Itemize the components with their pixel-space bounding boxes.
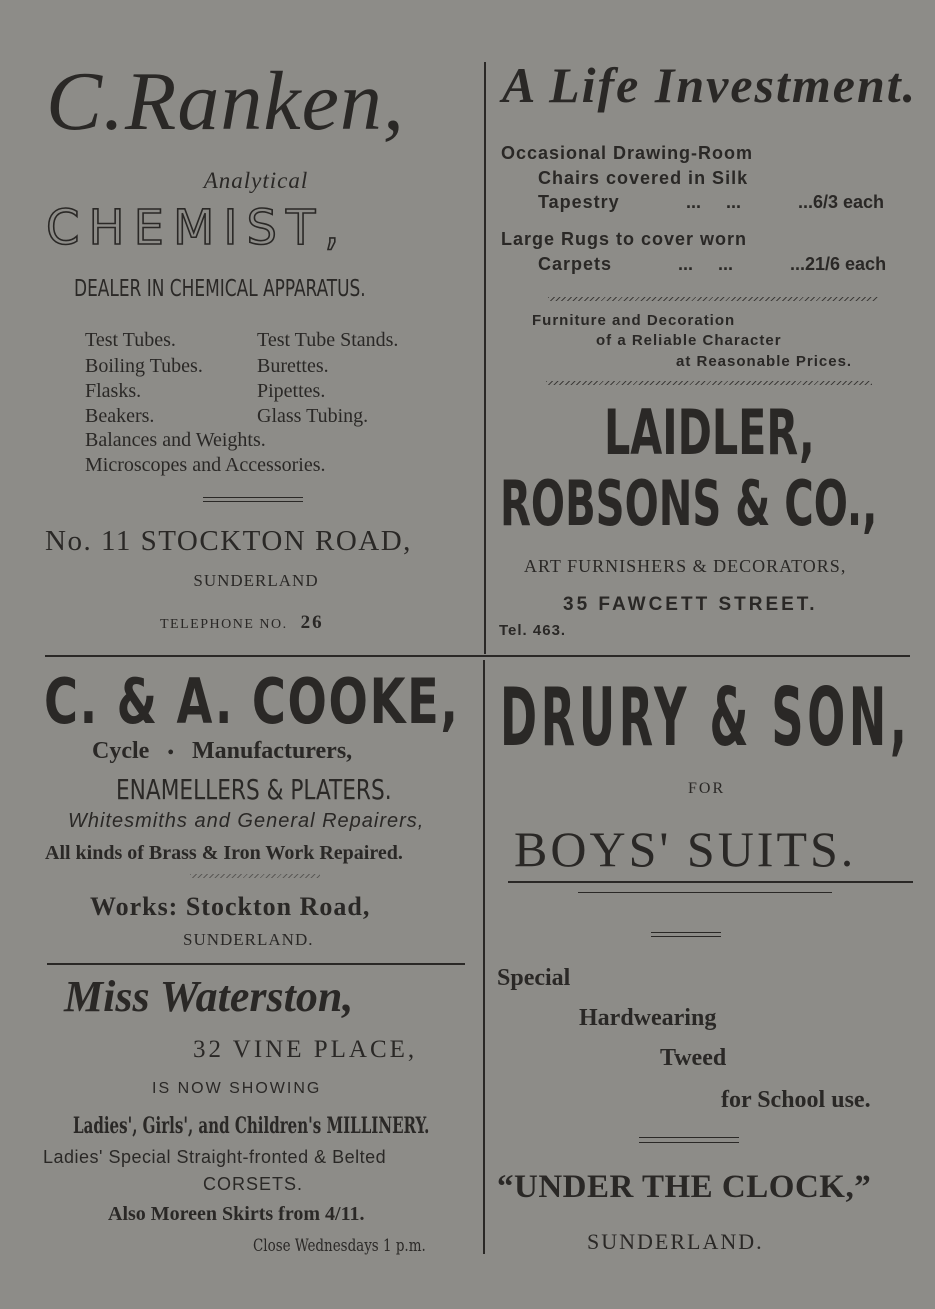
- drury-double-rule: [651, 936, 721, 937]
- cooke-line-1: [92, 738, 352, 765]
- horizontal-divider-middle: [45, 655, 910, 657]
- offer1-line2: Chairs covered in Silk: [538, 168, 749, 188]
- list-item: Flasks.: [85, 380, 142, 402]
- ranken-double-rule: [203, 497, 303, 498]
- waterston-name: Miss Waterston,: [64, 972, 354, 1021]
- list-item: Balances and Weights.: [85, 429, 266, 451]
- list-item: Boiling Tubes.: [85, 355, 203, 377]
- laidler-headline: A Life Investment.: [502, 57, 918, 113]
- laidler-tagline-3: at Reasonable Prices.: [676, 353, 853, 370]
- offer2-line1: Large Rugs to cover worn: [501, 229, 748, 249]
- telephone-label: TELEPHONE NO.: [160, 617, 288, 632]
- drury-school: for School use.: [721, 1087, 871, 1113]
- waterston-special: Ladies' Special Straight-fronted & Belted: [43, 1147, 387, 1167]
- drury-special: Special: [497, 965, 571, 991]
- bullet-separator: ●: [167, 746, 174, 759]
- laidler-tagline-1: Furniture and Decoration: [532, 312, 736, 329]
- drury-double-rule: [639, 1137, 739, 1138]
- waterston-showing: IS NOW SHOWING: [152, 1080, 322, 1097]
- cooke-line-4: All kinds of Brass & Iron Work Repaired.: [45, 842, 403, 864]
- laidler-trade: ART FURNISHERS & DECORATORS,: [524, 556, 847, 576]
- list-item: Pipettes.: [257, 380, 326, 402]
- waterston-millinery: Ladies', Girls', and Children's MILLINERY.: [73, 1113, 430, 1139]
- cooke-line-2: ENAMELLERS & PLATERS.: [116, 773, 392, 806]
- waterston-corsets: CORSETS.: [203, 1174, 304, 1194]
- ranken-telephone: [160, 612, 324, 634]
- offer1-line1: Occasional Drawing-Room: [501, 143, 754, 163]
- laidler-name-2: ROBSONS & CO.,: [500, 467, 878, 540]
- offer2-item: Carpets: [538, 254, 613, 274]
- ranken-double-rule: [203, 501, 303, 502]
- laidler-tagline-2: of a Reliable Character: [596, 332, 782, 349]
- offer2-dots: ... ...: [678, 254, 734, 274]
- drury-product: BOYS' SUITS.: [514, 821, 857, 877]
- drury-for: FOR: [688, 780, 726, 797]
- cooke-cycle: Cycle: [92, 738, 150, 764]
- waterston-close: Close Wednesdays 1 p.m.: [253, 1236, 426, 1256]
- cooke-town: SUNDERLAND.: [183, 930, 314, 949]
- ranken-subtitle: Analytical: [203, 168, 309, 193]
- offer1-dots: ... ...: [686, 192, 742, 212]
- drury-product-rule: [508, 881, 913, 883]
- waterston-address: 32 VINE PLACE,: [193, 1036, 418, 1063]
- cooke-wavy-rule: [190, 874, 320, 878]
- ranken-town: SUNDERLAND: [193, 571, 319, 590]
- drury-double-rule: [639, 1142, 739, 1143]
- laidler-tel: Tel. 463.: [499, 622, 567, 639]
- laidler-name-1: LAIDLER,: [604, 396, 815, 469]
- list-item: Burettes.: [257, 355, 329, 377]
- laidler-wavy-rule: [546, 381, 872, 385]
- laidler-wavy-rule: [548, 297, 878, 301]
- ranken-profession: CHEMIST,: [46, 200, 349, 256]
- list-item: Glass Tubing.: [257, 405, 369, 427]
- offer1-item: Tapestry: [538, 192, 620, 212]
- cooke-bottom-rule: [47, 963, 465, 965]
- drury-tweed: Tweed: [660, 1045, 727, 1071]
- cooke-works: Works: Stockton Road,: [90, 892, 371, 921]
- list-item: Test Tubes.: [85, 329, 176, 351]
- drury-product-rule: [578, 892, 832, 893]
- drury-hardwearing: Hardwearing: [579, 1005, 717, 1031]
- list-item: Beakers.: [85, 405, 155, 427]
- cooke-name: C. & A. COOKE,: [44, 665, 460, 738]
- drury-clock: “UNDER THE CLOCK,”: [497, 1169, 872, 1205]
- cooke-line-3: Whitesmiths and General Repairers,: [68, 810, 425, 832]
- vertical-divider-bottom: [483, 660, 485, 1254]
- offer1-price: ...6/3 each: [798, 192, 885, 212]
- ranken-address: No. 11 STOCKTON ROAD,: [45, 525, 412, 557]
- drury-town: SUNDERLAND.: [587, 1229, 764, 1254]
- offer2-price: ...21/6 each: [790, 254, 887, 274]
- drury-double-rule: [651, 932, 721, 933]
- ranken-name: C.Ranken,: [46, 55, 405, 148]
- laidler-address: 35 FAWCETT STREET.: [563, 594, 818, 615]
- list-item: Test Tube Stands.: [257, 329, 399, 351]
- telephone-number: 26: [300, 612, 324, 633]
- drury-name: DRURY & SON,: [500, 671, 911, 764]
- ranken-dealer-line: DEALER IN CHEMICAL APPARATUS.: [74, 276, 366, 302]
- list-item: Microscopes and Accessories.: [85, 454, 326, 476]
- vertical-divider-top: [484, 62, 486, 654]
- cooke-manufacturers: Manufacturers,: [191, 738, 353, 764]
- waterston-skirts: Also Moreen Skirts from 4/11.: [108, 1203, 365, 1225]
